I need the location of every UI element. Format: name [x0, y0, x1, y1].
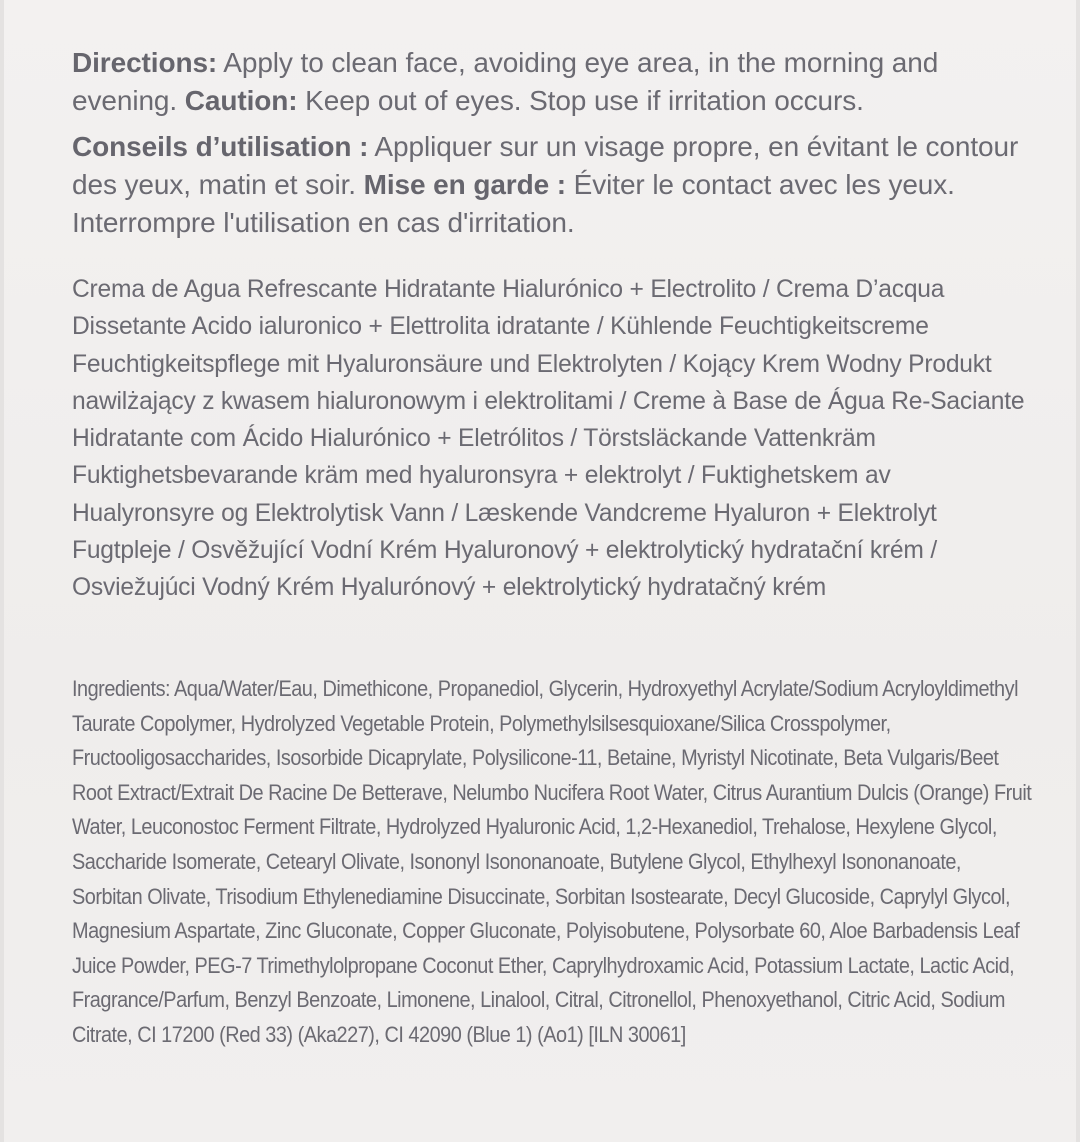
- multilingual-product-names: [72, 271, 1032, 607]
- product-names-text: Crema de Agua Refrescante Hidratante Hialurónico + Electrolito / Crema D’acqua Dissetante Acido ialuronico + Elettrolita idratante / Kühlende Feuchtigkeitscreme Feuchtigkeitspflege mit Hyaluronsäure und Elektrolyten / Kojący Krem Wodny Produkt nawilżający z kwasem hialuronowym i elektrolitami / Creme à Base de Água Re-Saciante Hidratante com Ácido Hialurónico + Eletrólitos / Törstsläckande Vattenkräm Fuktighetsbevarande kräm med hyaluronsyra + elektrolyt / Fuktighetskem av Hualyronsyre og Elektrolytisk Vann / Læskende Vandcreme Hyaluron + Elektrolyt Fugtpleje / Osvěžující Vodní Krém Hyaluronový + elektrolytický hydratační krém / Osviežujúci Vodný Krém Hyalurónový + elektrolytický hydratačný krém: [72, 276, 1025, 602]
- ingredients-text: Ingredients: Aqua/Water/Eau, Dimethicone, Propanediol, Glycerin, Hydroxyethyl Acrylate/Sodium Acryloyldimethyl Taurate Copolymer, Hydrolyzed Vegetable Protein, Polymethylsilsesquioxane/Silica Crosspolymer, Fructooligosaccharides, Isosorbide Dicaprylate, Polysilicone-11, Betaine, Myristyl Nicotinate, Beta Vulgaris/Beet Root Extract/Extrait De Racine De Betterave, Nelumbo Nucifera Root Water, Citrus Aurantium Dulcis (Orange) Fruit Water, Leuconostoc Ferment Filtrate, Hydrolyzed Hyaluronic Acid, 1,2-Hexanediol, Trehalose, Hexylene Glycol, Saccharide Isomerate, Cetearyl Olivate, Isononyl Isononanoate, Butylene Glycol, Ethylhexyl Isononanoate, Sorbitan Olivate, Trisodium Ethylenediamine Disuccinate, Sorbitan Isostearate, Decyl Glucoside, Caprylyl Glycol, Magnesium Aspartate, Zinc Gluconate, Copper Gluconate, Polyisobutene, Polysorbate 60, Aloe Barbadensis Leaf Juice Powder, PEG-7 Trimethylolpropane Coconut Ether, Caprylhydroxamic Acid, Potassium Lactate, Lactic Acid, Fragrance/Parfum, Benzyl Benzoate, Limonene, Linalool, Citral, Citronellol, Phenoxyethanol, Citric Acid, Sodium Citrate, CI 17200 (Red 33) (Aka227), CI 42090 (Blue 1) (Ao1) [ILN 30061]: [72, 676, 1032, 1047]
- directions-text: Apply to clean face, avoiding eye area, in the morning and evening.: [72, 47, 939, 116]
- directions-section: [72, 44, 1032, 250]
- ingredients-section: [72, 672, 1033, 1053]
- mise-en-garde-text: Éviter le contact avec les yeux. Interrompre l'utilisation en cas d'irritation.: [72, 169, 955, 238]
- directions-label: Directions:: [72, 47, 218, 78]
- conseils-label: Conseils d’utilisation :: [72, 131, 369, 162]
- directions-english: [72, 44, 1032, 120]
- mise-en-garde-label: Mise en garde :: [363, 169, 566, 200]
- caution-text: Keep out of eyes. Stop use if irritation occurs.: [297, 85, 864, 116]
- conseils-text: Appliquer sur un visage propre, en évitant le contour des yeux, matin et soir.: [72, 131, 1019, 200]
- directions-french: [72, 128, 1032, 242]
- caution-label: Caution:: [184, 85, 298, 116]
